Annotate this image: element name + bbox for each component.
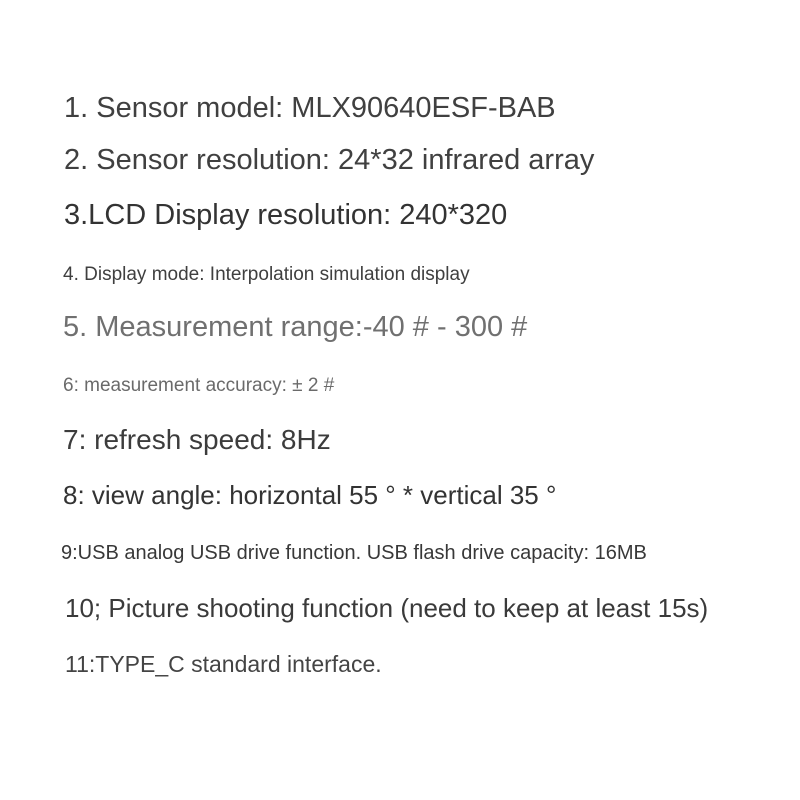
spec-refresh-speed: 7: refresh speed: 8Hz <box>63 424 331 455</box>
spec-measurement-range: 5. Measurement range:-40 # - 300 # <box>63 311 528 343</box>
spec-picture-shooting: 10; Picture shooting function (need to keep at least 15s) <box>65 593 709 623</box>
spec-measurement-accuracy: 6: measurement accuracy: ± 2 # <box>63 375 335 396</box>
spec-display-mode: 4. Display mode: Interpolation simulation display <box>63 264 470 285</box>
spec-usb-function: 9:USB analog USB drive function. USB flash drive capacity: 16MB <box>61 542 647 564</box>
spec-view-angle: 8: view angle: horizontal 55 ° * vertical 35 ° <box>63 480 557 510</box>
spec-sensor-resolution: 2. Sensor resolution: 24*32 infrared array <box>64 144 595 176</box>
spec-sensor-model: 1. Sensor model: MLX90640ESF-BAB <box>64 92 556 124</box>
spec-interface: 11:TYPE_C standard interface. <box>65 651 382 677</box>
spec-lcd-resolution: 3.LCD Display resolution: 240*320 <box>64 199 508 231</box>
